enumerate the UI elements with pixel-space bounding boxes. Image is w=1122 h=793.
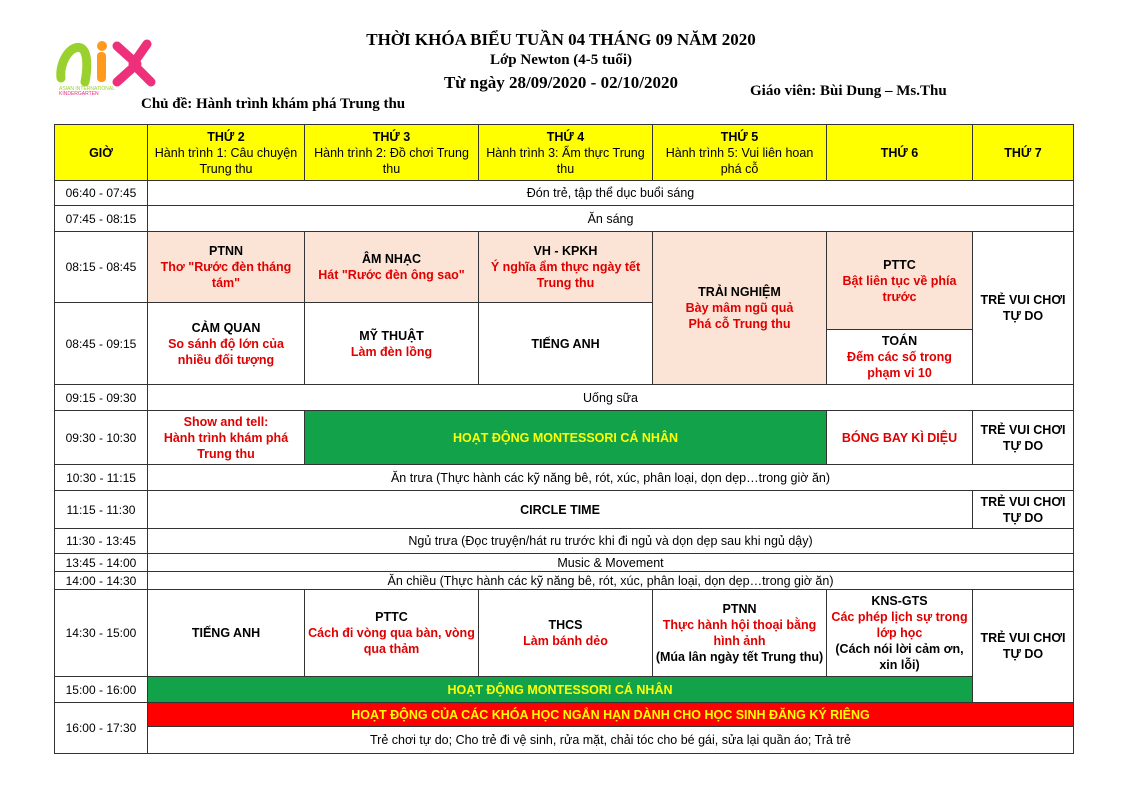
teacher-name: Giáo viên: Bùi Dung – Ms.Thu — [750, 83, 947, 99]
activity-thu-1430 — [653, 590, 827, 677]
activity-tue-815 — [305, 232, 479, 303]
activity-fri-815 — [827, 232, 973, 330]
magic-balloons: BÓNG BAY KÌ DIỆU — [827, 411, 973, 465]
activity-title: PTTC — [883, 257, 916, 272]
activity-title: TOÁN — [881, 334, 918, 348]
activity-thu-morning — [653, 232, 827, 385]
activity-mon-1430: TIẾNG ANH — [148, 590, 305, 677]
activity-fri-1430 — [827, 590, 973, 677]
activity-wed-815 — [479, 232, 653, 303]
activity-detail: Làm đèn lồng — [350, 344, 433, 359]
activity-title: THCS — [548, 618, 583, 632]
day-label: THỨ 2 — [207, 129, 245, 144]
time-cell: 11:15 - 11:30 — [55, 491, 148, 529]
time-cell: 11:30 - 13:45 — [55, 529, 148, 554]
journey-label: Hành trình 2: Đồ chơi Trung thu — [314, 145, 469, 176]
activity-detail: Cách đi vòng qua bàn, vòng qua thảm — [308, 626, 475, 656]
day-label: THỨ 5 — [720, 129, 759, 144]
time-cell: 10:30 - 11:15 — [55, 465, 148, 491]
short-course-banner: HOẠT ĐỘNG CỦA CÁC KHÓA HỌC NGẮN HẠN DÀNH CHO HỌC SINH ĐĂNG KÝ RIÊNG — [148, 703, 1074, 727]
free-play-sat: TRẺ VUI CHƠI TỰ DO — [973, 491, 1074, 529]
topic: Chủ đề: Hành trình khám phá Trung thu — [141, 96, 406, 112]
header-wed — [479, 125, 653, 181]
activity-title: KNS-GTS — [871, 594, 928, 608]
time-cell: 07:45 - 08:15 — [55, 206, 148, 232]
activity-detail: Hành trình khám phá Trung thu — [163, 430, 289, 461]
activity-mon-845 — [148, 303, 305, 385]
activity-mon-815 — [148, 232, 305, 303]
header-tue — [305, 125, 479, 181]
activity-title: TRẢI NGHIỆM — [698, 285, 781, 299]
activity-wed-1430 — [479, 590, 653, 677]
class-name: Lớp Newton (4-5 tuổi) — [489, 52, 633, 68]
montessori-pm: HOẠT ĐỘNG MONTESSORI CÁ NHÂN — [148, 677, 973, 703]
afternoon-snack: Ăn chiều (Thực hành các kỹ năng bê, rót, xúc, phân loại, dọn dẹp…trong giờ ăn) — [148, 572, 1074, 590]
header-sat: THỨ 7 — [973, 125, 1074, 181]
journey-label: Hành trình 3: Ẩm thực Trung thu — [486, 145, 645, 176]
free-play-sat: TRẺ VUI CHƠI TỰ DO — [973, 411, 1074, 465]
logo-caption-1: ASIAN INTERNATIONAL — [59, 86, 116, 92]
header-row — [55, 125, 1074, 181]
header-thu — [653, 125, 827, 181]
time-cell: 15:00 - 16:00 — [55, 677, 148, 703]
activity-detail: Bật liên tục về phía trước — [842, 273, 957, 304]
dismissal: Trẻ chơi tự do; Cho trẻ đi vệ sinh, rửa mặt, chải tóc cho bé gái, sửa lại quần áo; Trả trẻ — [148, 727, 1074, 754]
activity-note: (Cách nói lời cảm ơn, xin lỗi) — [835, 642, 964, 672]
activity-detail: Thơ "Rước đèn tháng tám" — [160, 260, 292, 290]
activity-title: VH - KPKH — [533, 244, 598, 258]
journey-label: Hành trình 5: Vui liên hoan phá cỗ — [665, 145, 814, 176]
journey-label: Hành trình 1: Câu chuyện Trung thu — [154, 145, 298, 176]
activity-detail: Phá cỗ Trung thu — [688, 317, 791, 331]
activity-tue-1430 — [305, 590, 479, 677]
time-cell: 16:00 - 17:30 — [55, 703, 148, 754]
breakfast: Ăn sáng — [148, 206, 1074, 232]
day-label: THỨ 4 — [546, 129, 585, 144]
show-and-tell — [148, 411, 305, 465]
time-cell: 09:15 - 09:30 — [55, 385, 148, 411]
activity-title: ÂM NHẠC — [361, 252, 422, 266]
time-cell: 14:30 - 15:00 — [55, 590, 148, 677]
time-cell: 06:40 - 07:45 — [55, 181, 148, 206]
header-time: GIỜ — [55, 125, 148, 181]
time-cell: 08:15 - 08:45 — [55, 232, 148, 303]
time-cell: 14:00 - 14:30 — [55, 572, 148, 590]
activity-wed-845: TIẾNG ANH — [479, 303, 653, 385]
lunch: Ăn trưa (Thực hành các kỹ năng bê, rót, xúc, phân loại, dọn dẹp…trong giờ ăn) — [148, 465, 1074, 491]
activity-detail: Ý nghĩa ẩm thực ngày tết Trung thu — [490, 260, 641, 290]
timetable — [54, 124, 1074, 754]
activity-detail: Đếm các số trong phạm vi 10 — [847, 350, 952, 380]
day-label: THỨ 3 — [372, 129, 411, 144]
activity-title: PTTC — [375, 610, 408, 624]
activity-note: (Múa lân ngày tết Trung thu) — [655, 650, 824, 664]
activity-title: PTNN — [722, 602, 757, 616]
activity-title: CẢM QUAN — [191, 320, 261, 335]
activity-detail: So sánh độ lớn của nhiều đối tượng — [168, 336, 284, 367]
activity-title: MỸ THUẬT — [359, 328, 424, 343]
activity-detail: Bày mâm ngũ quả — [685, 301, 794, 315]
time-cell: 09:30 - 10:30 — [55, 411, 148, 465]
nap-time: Ngủ trưa (Đọc truyện/hát ru trước khi đi ngủ và dọn dẹp sau khi ngủ dậy) — [148, 529, 1074, 554]
time-cell: 08:45 - 09:15 — [55, 303, 148, 385]
activity-fri-845 — [827, 330, 973, 385]
music-movement: Music & Movement — [148, 554, 1074, 572]
activity-title: PTNN — [208, 244, 244, 258]
montessori-am: HOẠT ĐỘNG MONTESSORI CÁ NHÂN — [305, 411, 827, 465]
header-mon — [148, 125, 305, 181]
activity-detail: Các phép lịch sự trong lớp học — [831, 610, 968, 640]
time-cell: 13:45 - 14:00 — [55, 554, 148, 572]
schedule-title: THỜI KHÓA BIỂU TUẦN 04 THÁNG 09 NĂM 2020 — [366, 30, 756, 49]
activity-detail: Làm bánh dẻo — [523, 634, 608, 648]
activity-detail: Hát "Rước đèn ông sao" — [318, 268, 465, 282]
activity-title: Show and tell: — [183, 414, 269, 429]
free-play-sat: TRẺ VUI CHƠI TỰ DO — [973, 232, 1074, 385]
logo-caption-2: KINDERGARTEN — [59, 91, 99, 96]
morning-exercise: Đón trẻ, tập thể dục buổi sáng — [148, 181, 1074, 206]
milk-time: Uống sữa — [148, 385, 1074, 411]
header-fri: THỨ 6 — [827, 125, 973, 181]
activity-detail: Thực hành hội thoại bằng hình ảnh — [662, 618, 817, 648]
date-range: Từ ngày 28/09/2020 - 02/10/2020 — [443, 73, 679, 92]
activity-tue-845 — [305, 303, 479, 385]
circle-time: CIRCLE TIME — [148, 491, 973, 529]
free-play-sat: TRẺ VUI CHƠI TỰ DO — [973, 590, 1074, 703]
